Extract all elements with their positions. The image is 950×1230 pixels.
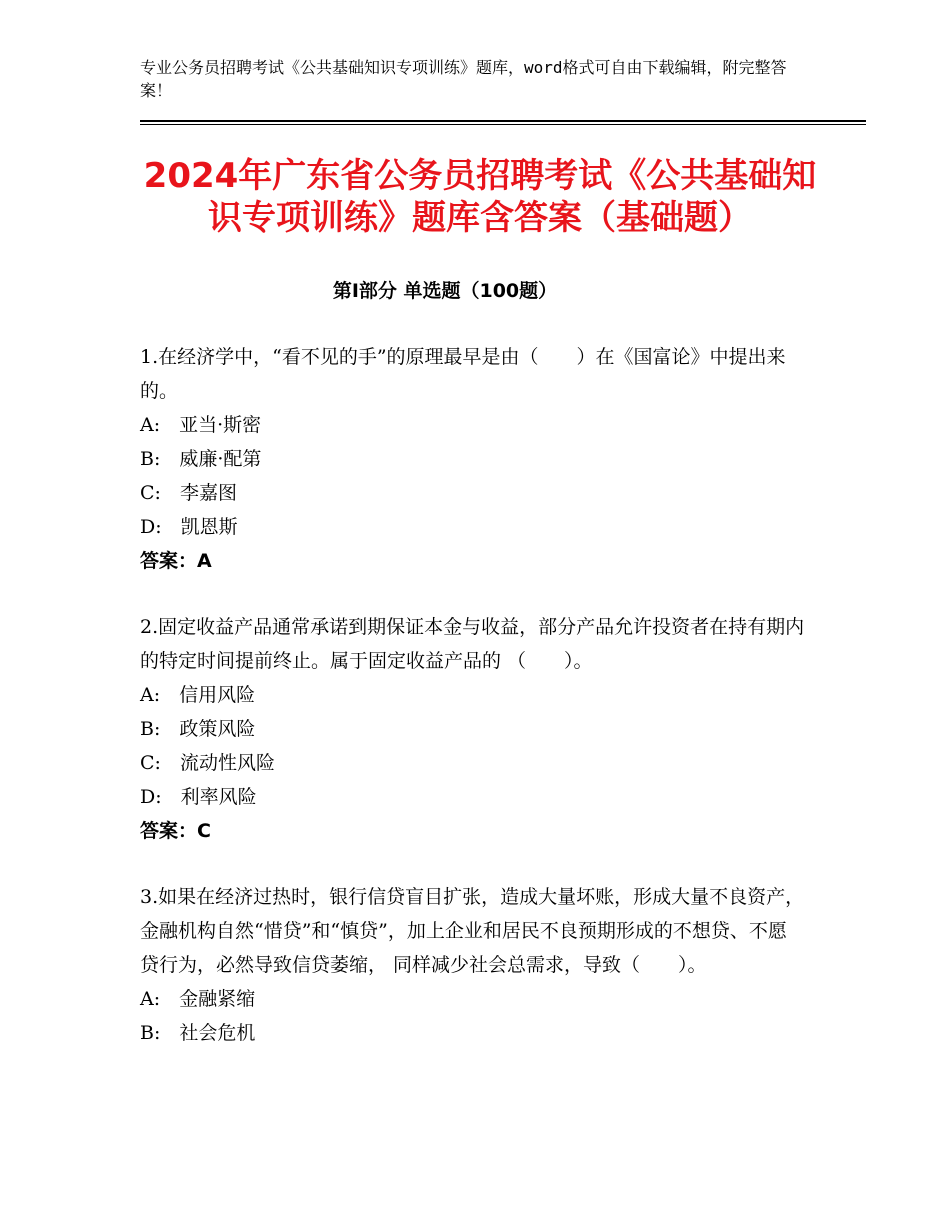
question-2 xyxy=(140,610,805,848)
question-stem: 3.如果在经济过热时，银行信贷盲目扩张，造成大量坏账，形成大量不良资产，金融机构自然“惜贷”和“慎贷”，加上企业和居民不良预期形成的不想贷、不愿贷行为，必然导致信贷萎缩， 同样减少社会总需求，导致（ ）。 xyxy=(140,886,805,976)
question-list xyxy=(140,340,805,1082)
option-a: A: 亚当·斯密 xyxy=(140,414,262,436)
section-heading: 第Ⅰ部分 单选题（100题） xyxy=(332,280,558,302)
option-a: A: 金融紧缩 xyxy=(140,988,256,1010)
question-stem: 2.固定收益产品通常承诺到期保证本金与收益，部分产品允许投资者在持有期内的特定时间提前终止。属于固定收益产品的 （ ）。 xyxy=(140,616,805,672)
header-divider-thick xyxy=(140,120,866,122)
question-3 xyxy=(140,880,805,1050)
option-b: B: 威廉·配第 xyxy=(140,448,262,470)
header-note: 专业公务员招聘考试《公共基础知识专项训练》题库，word格式可自由下载编辑，附完整答案！ xyxy=(140,58,787,100)
option-c: C: 流动性风险 xyxy=(140,752,275,774)
option-d: D: 凯恩斯 xyxy=(140,516,238,538)
answer-line: 答案：A xyxy=(140,550,212,572)
question-1 xyxy=(140,340,805,578)
document-title: 2024年广东省公务员招聘考试《公共基础知识专项训练》题库含答案（基础题） xyxy=(143,156,817,238)
option-b: B: 社会危机 xyxy=(140,1022,256,1044)
header-divider-thin xyxy=(140,124,866,125)
option-d: D: 利率风险 xyxy=(140,786,257,808)
question-stem: 1.在经济学中，“看不见的手”的原理最早是由（ ）在《国富论》中提出来的。 xyxy=(140,346,786,402)
option-c: C: 李嘉图 xyxy=(140,482,237,504)
answer-line: 答案：C xyxy=(140,820,211,842)
option-a: A: 信用风险 xyxy=(140,684,256,706)
option-b: B: 政策风险 xyxy=(140,718,256,740)
